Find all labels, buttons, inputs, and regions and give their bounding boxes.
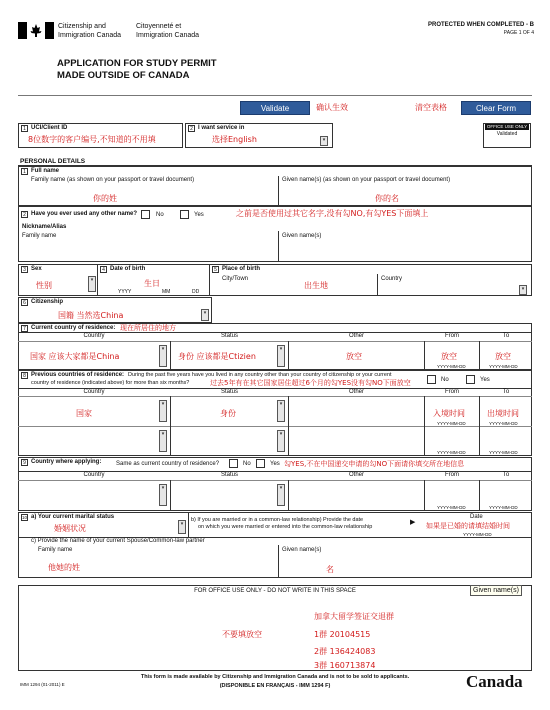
sex-divider [97, 264, 98, 296]
service-value: 选择English [212, 135, 257, 144]
res-v2 [288, 341, 289, 370]
app-v1 [170, 480, 171, 511]
previous-col-to: To [502, 389, 510, 395]
pob-country-dropdown-icon[interactable]: ▾ [519, 285, 527, 295]
othername-no-checkbox[interactable] [141, 210, 150, 219]
app-v4 [479, 480, 480, 511]
fullname-label: Full name [31, 168, 60, 174]
sex-value: 性别 [36, 281, 52, 290]
dob-dd: DD [192, 289, 200, 295]
spouse-divider [278, 545, 279, 578]
previous-col-from: From [445, 389, 459, 395]
office-note-3: 2群 136424083 [314, 647, 376, 656]
previous-no-label: No [441, 377, 449, 383]
residence-col-from: From [445, 333, 459, 339]
dob-divider [209, 264, 210, 296]
alias-family-label: Family name [22, 233, 57, 239]
dept-fr-line2: Immigration Canada [136, 32, 200, 39]
othername-note: 之前是否使用过其它名字,没有勾NO,有勾YES下面填上 [236, 209, 429, 218]
previous-from-value[interactable]: 入境时间 [433, 409, 465, 418]
citizenship-dropdown-icon[interactable]: ▾ [201, 309, 209, 321]
personal-details-heading: PERSONAL DETAILS [20, 158, 86, 165]
previous-country-dropdown-icon[interactable]: ▾ [159, 400, 167, 422]
residence-country-dropdown-icon[interactable]: ▾ [159, 345, 167, 367]
othername-no-label: No [156, 212, 164, 218]
residence-status-value[interactable]: 身份 应该都是Ctizien [178, 352, 256, 361]
previous-country-value[interactable]: 国家 [76, 409, 92, 418]
app-v3 [424, 480, 425, 511]
validate-button[interactable]: Validate [240, 101, 310, 115]
applying-yes-checkbox[interactable] [256, 459, 265, 468]
previous-to-value[interactable]: 出境时间 [487, 409, 519, 418]
service-dropdown-arrow-icon[interactable]: ▾ [320, 136, 328, 146]
previous-label: Previous countries of residence: [31, 372, 125, 378]
protected-label: PROTECTED WHEN COMPLETED - B [428, 22, 534, 28]
dept-en-line2: Immigration Canada [58, 32, 122, 39]
previous-no-checkbox[interactable] [427, 375, 436, 384]
res-v4 [479, 341, 480, 370]
marital-divider [188, 512, 189, 537]
applying-to-format: YYYY-MM-DD [489, 505, 518, 510]
previous-note: 过去5年有在其它国家居住超过6个月的勾YES没有勾NO下面放空 [210, 379, 411, 387]
previous-status-value[interactable]: 身份 [220, 409, 236, 418]
applying-from-format: YYYY-MM-DD [437, 505, 466, 510]
residence-col-to: To [502, 333, 510, 339]
previous-from2-format: YYYY-MM-DD [437, 450, 466, 455]
pob-country-label: Country [381, 276, 403, 282]
service-label: I want service in [198, 125, 245, 131]
tooltip: Given name(s) [470, 585, 522, 596]
prev-v2 [288, 396, 289, 456]
form-code: IMM 1294 (01-2011) E [20, 682, 65, 687]
dept-fr-line1: Citoyenneté et [136, 23, 182, 30]
residence-number: 7 [21, 325, 28, 332]
previous-status-dropdown-icon[interactable]: ▾ [277, 400, 285, 422]
marital-dropdown-icon[interactable]: ▾ [178, 520, 186, 534]
canada-wordmark: Canada [466, 672, 523, 691]
dob-value[interactable]: 生日 [144, 279, 160, 288]
office-use-title: OFFICE USE ONLY [486, 124, 528, 129]
applying-yes-label: Yes [270, 461, 280, 467]
residence-col-rule [18, 341, 532, 342]
uci-label: UCI/Client ID [31, 125, 68, 131]
pob-label: Place of birth [222, 266, 261, 272]
previous-to-format: YYYY-MM-DD [489, 421, 518, 426]
applying-country-dropdown-icon[interactable]: ▾ [159, 484, 167, 506]
residence-col-country: Country [83, 333, 105, 339]
applying-number: 9 [21, 459, 28, 466]
citizenship-label: Citizenship [31, 299, 64, 305]
previous-number: 8 [21, 372, 28, 379]
residence-status-dropdown-icon[interactable]: ▾ [277, 345, 285, 367]
spouse-family-label: Family name [38, 547, 73, 553]
dob-number: 4 [100, 266, 107, 273]
prev-v4 [479, 396, 480, 456]
validate-note: 确认生效 [316, 103, 348, 112]
spouse-family-value[interactable]: 他她的姓 [48, 563, 80, 572]
sex-number: 3 [21, 266, 28, 273]
pob-number: 5 [212, 266, 219, 273]
applying-status-dropdown-icon[interactable]: ▾ [277, 484, 285, 506]
family-name-label: Family name (as shown on your passport or travel document) [31, 177, 195, 183]
residence-from-format: YYYY-MM-DD [437, 364, 466, 369]
residence-to-value[interactable]: 放空 [495, 352, 511, 361]
marital-value[interactable]: 婚姻状况 [54, 524, 86, 533]
name-divider [278, 176, 279, 206]
alias-given-label: Given name(s) [282, 233, 322, 239]
fullname-number: 1 [21, 168, 28, 175]
alias-divider [278, 231, 279, 262]
sex-dropdown-arrow-icon[interactable]: ▾ [88, 276, 96, 292]
office-use-area [18, 585, 532, 671]
dept-en-line1: Citizenship and [58, 23, 106, 30]
applying-col-status: Status [220, 472, 238, 478]
q2-number: 2 [188, 125, 195, 132]
previous-col-country: Country [83, 389, 105, 395]
previous-to2-format: YYYY-MM-DD [489, 450, 518, 455]
marital-c-label: c) Provide the name of your current Spouse/Common-law partner [31, 538, 205, 544]
previous-col-status: Status [220, 389, 238, 395]
residence-other-value[interactable]: 放空 [346, 352, 362, 361]
office-area-title: FOR OFFICE USE ONLY - DO NOT WRITE IN THIS SPACE [194, 588, 356, 594]
clear-form-button[interactable]: Clear Form [461, 101, 531, 115]
sex-label: Sex [31, 266, 42, 272]
play-arrow-icon: ▶ [410, 519, 416, 526]
app-v2 [288, 480, 289, 511]
res-v1 [170, 341, 171, 370]
office-note-2: 1群 20104515 [314, 630, 371, 639]
residence-from-value[interactable]: 放空 [441, 352, 457, 361]
othername-label: Have you ever used any other name? [31, 211, 138, 217]
residence-label: Current country of residence: [31, 325, 116, 331]
othername-number: 2 [21, 211, 28, 218]
pob-city-label: City/Town [222, 276, 249, 282]
applying-label: Country where applying: [31, 459, 102, 465]
footer-note-2: (DISPONIBLE EN FRANÇAIS - IMM 1294 F) [219, 683, 331, 689]
applying-col-to: To [502, 472, 510, 478]
applying-col-rule [18, 480, 532, 481]
q1-number: 1 [21, 125, 28, 132]
citizenship-value[interactable]: 国籍 当然选China [58, 311, 124, 320]
previous-status2-dropdown-icon[interactable]: ▾ [277, 430, 285, 452]
marital-number: 10 [22, 515, 28, 520]
prev-v3 [424, 396, 425, 456]
applying-col-other: Other [348, 472, 364, 478]
previous-yes-checkbox[interactable] [466, 375, 475, 384]
residence-to-format: YYYY-MM-DD [489, 364, 518, 369]
previous-col-rule [18, 396, 532, 397]
res-v3 [424, 341, 425, 370]
previous-from-format: YYYY-MM-DD [437, 421, 466, 426]
form-title-line2: MADE OUTSIDE OF CANADA [57, 70, 190, 81]
uci-value: 8位数字的客户编号,不知道的不用填 [28, 135, 156, 144]
previous-desc-2: country of residence (indicated above) for more than six months? [31, 380, 190, 386]
residence-note: 现在所居住的地方 [120, 324, 176, 332]
given-name-input[interactable]: 你的名 [375, 194, 399, 203]
office-left-note: 不要填放空 [222, 630, 262, 639]
marital-b-label-2: on which you were married or entered into the common-law relationship [198, 524, 373, 530]
footer-note-1: This form is made available by Citizenship and Immigration Canada and is not to be sold to applicants. [140, 674, 410, 680]
previous-country2-dropdown-icon[interactable]: ▾ [159, 430, 167, 452]
applying-no-label: No [243, 461, 251, 467]
previous-col-other: Other [348, 389, 364, 395]
prev-v1 [170, 396, 171, 456]
residence-col-other: Other [348, 333, 364, 339]
applying-col-country: Country [83, 472, 105, 478]
header-divider [18, 95, 532, 96]
office-note-1: 加拿大留学签证交退群 [314, 612, 394, 621]
pob-divider [377, 274, 378, 296]
spouse-given-value[interactable]: 名 [326, 565, 334, 574]
office-validated: Validated [496, 131, 518, 137]
previous-desc-1: During the past five years have you lived in any country other than your country of citizenship or your current [128, 372, 392, 378]
marital-b-label-1: b) If you are married or in a common-law relationship) Provide the date [191, 517, 364, 523]
previous-yes-label: Yes [480, 377, 490, 383]
marital-date-value[interactable]: 如果是已婚的请填结婚时间 [426, 522, 510, 530]
residence-col-status: Status [220, 333, 238, 339]
family-name-input[interactable]: 你的姓 [93, 194, 117, 203]
dob-yyyy: YYYY [118, 289, 132, 295]
othername-yes-label: Yes [194, 212, 204, 218]
pob-city-value[interactable]: 出生地 [304, 281, 328, 290]
residence-country-value[interactable]: 国家 应该大家都是China [30, 352, 120, 361]
applying-no-checkbox[interactable] [229, 459, 238, 468]
office-note-4: 3群 160713874 [314, 661, 376, 670]
form-title-line1: APPLICATION FOR STUDY PERMIT [57, 58, 217, 69]
marital-date-label: Date [470, 514, 483, 520]
given-name-label: Given name(s) (as shown on your passport or travel document) [282, 177, 451, 183]
nickname-label: Nickname/Alias [22, 224, 67, 230]
page-number: PAGE 1 OF 4 [503, 30, 534, 36]
applying-same-question: Same as current country of residence? [116, 461, 220, 467]
clear-note: 清空表格 [415, 103, 447, 112]
spouse-given-label: Given name(s) [282, 547, 322, 553]
dob-label: Date of birth [110, 266, 146, 272]
othername-yes-checkbox[interactable] [180, 210, 189, 219]
applying-col-from: From [445, 472, 459, 478]
citizenship-number: 6 [21, 299, 28, 306]
applying-note: 勾YES,不在中国递交申请的勾NO下面请你填交所在地信息 [284, 460, 465, 468]
marital-label: a) Your current marital status [31, 514, 115, 520]
dob-mm: MM [162, 289, 171, 295]
canada-flag-icon [18, 22, 54, 39]
marital-date-format: YYYY-MM-DD [463, 532, 492, 537]
